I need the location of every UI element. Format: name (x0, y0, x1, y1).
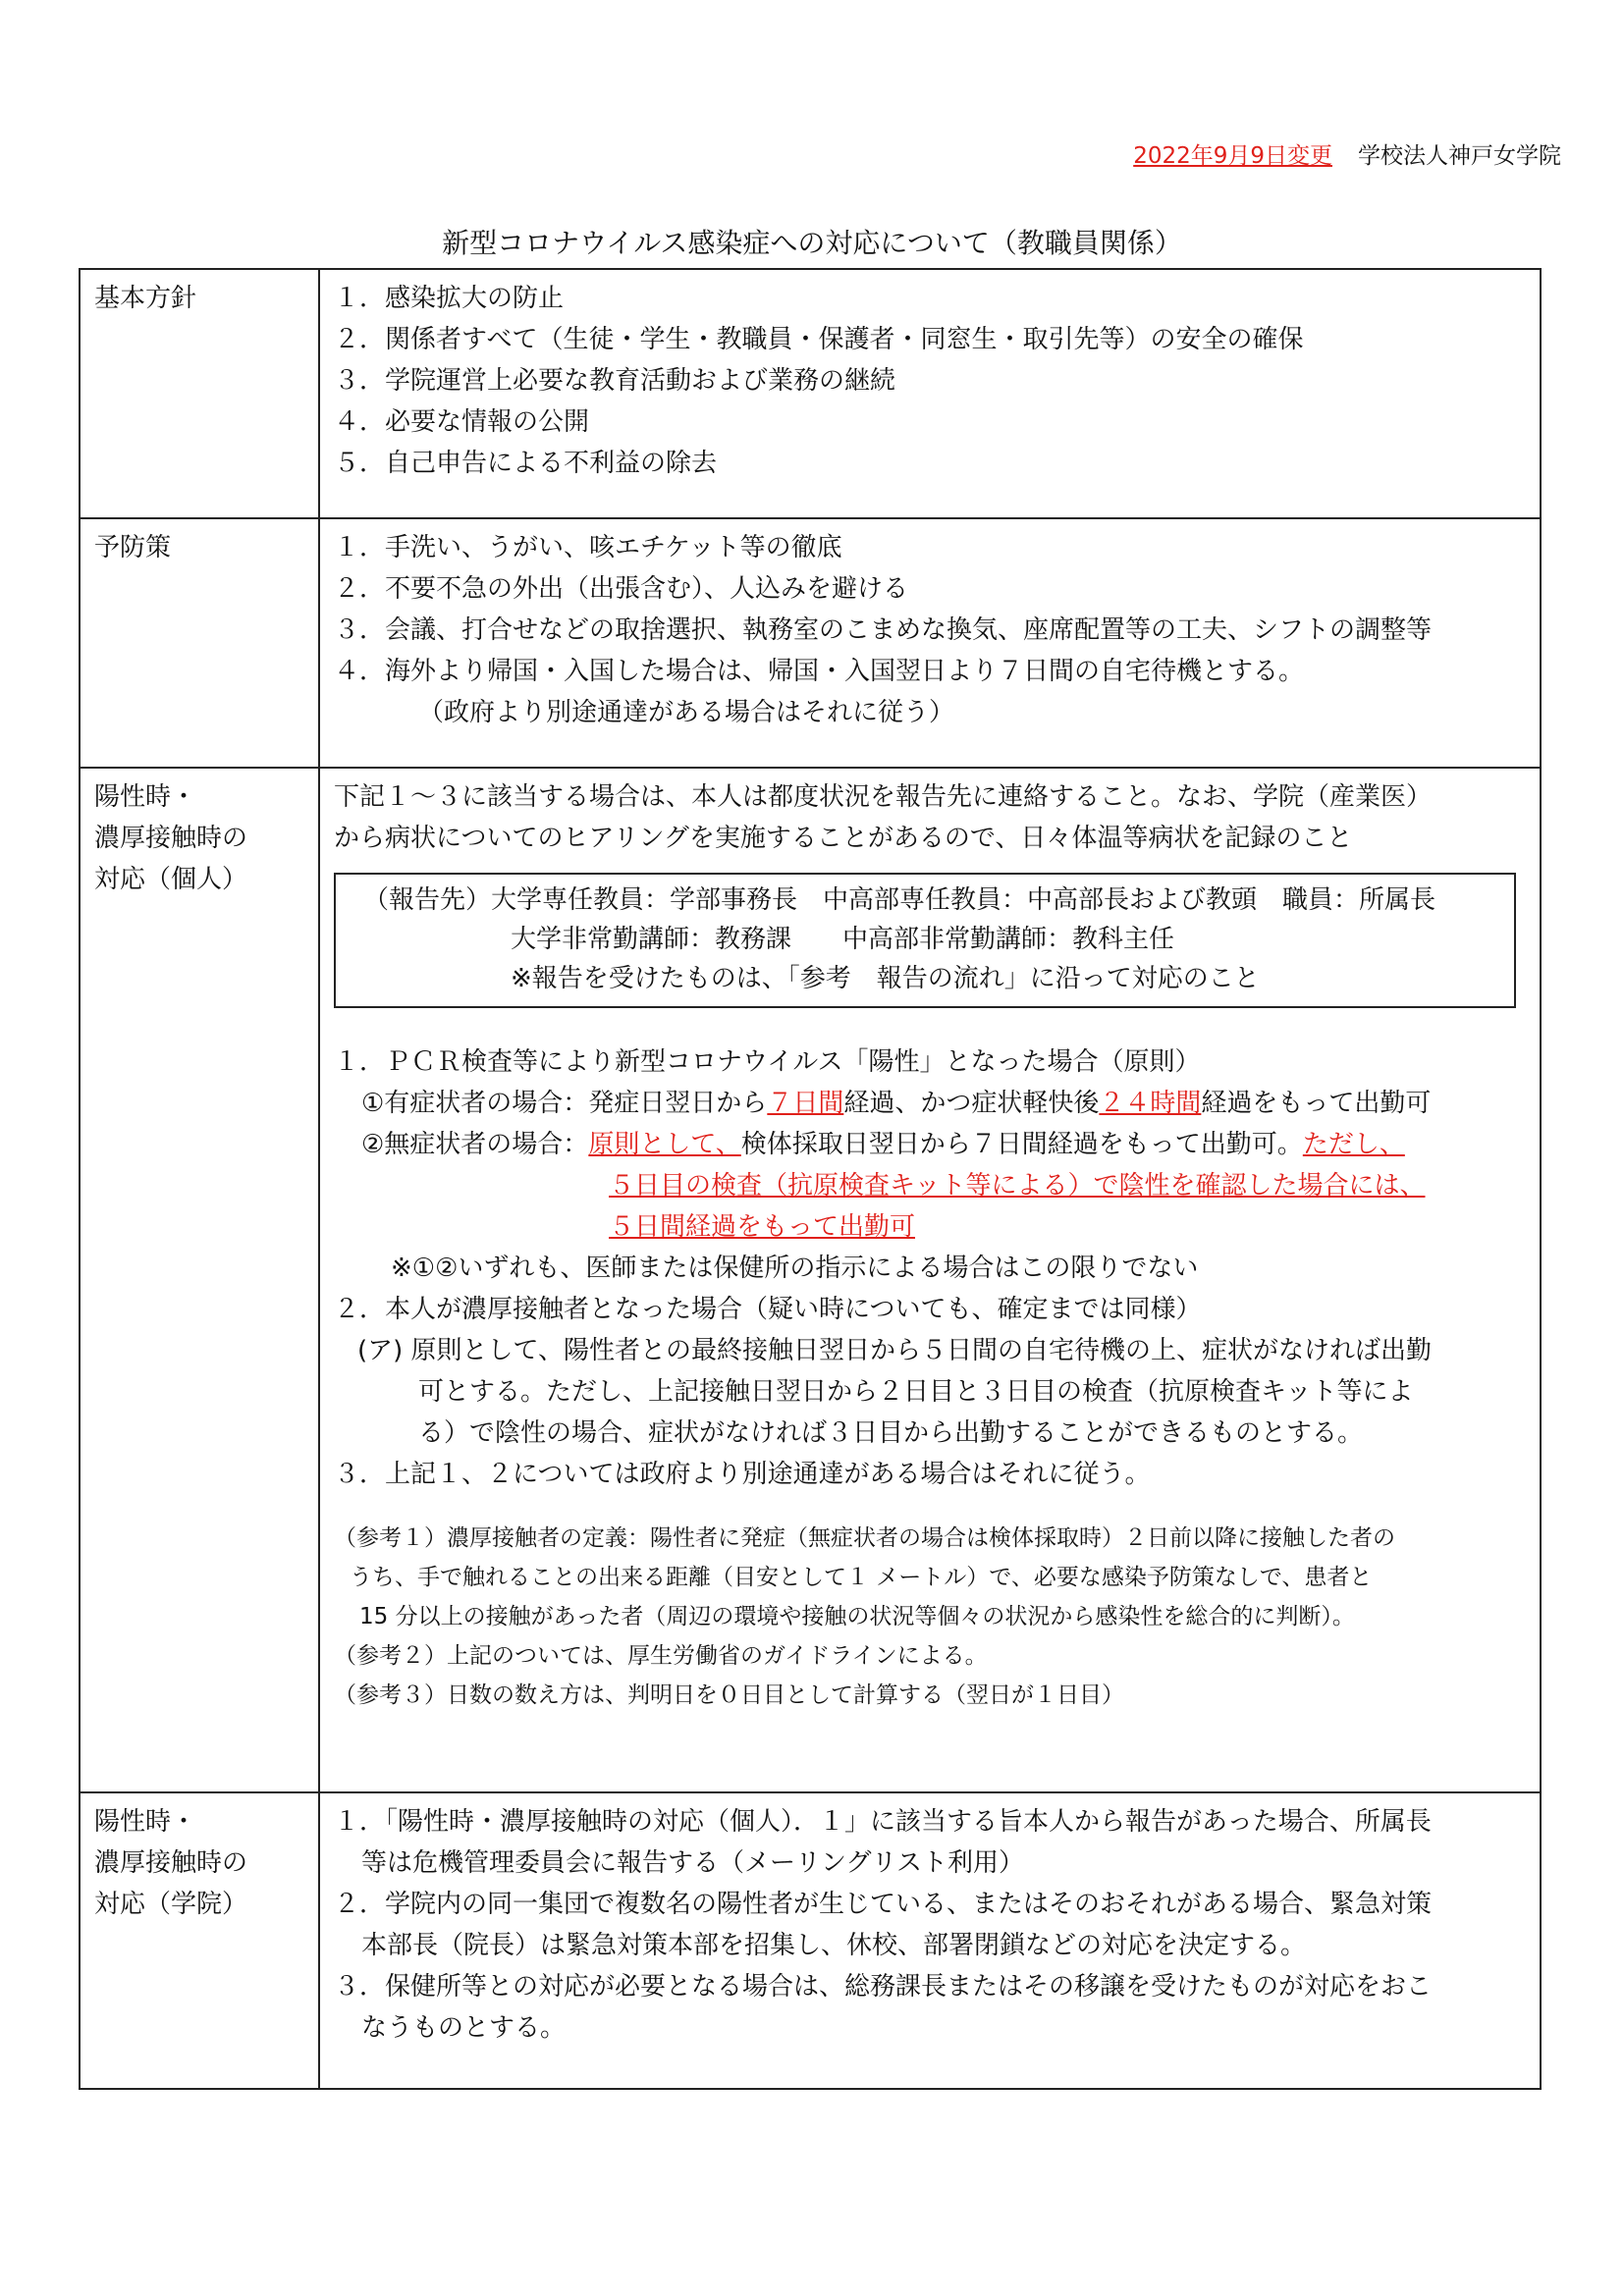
prevention-item: ４．海外より帰国・入国した場合は、帰国・入国翌日より７日間の自宅待機とする。 (334, 657, 1305, 686)
highlight-line: ５日間経過をもって出勤可 (609, 1212, 916, 1242)
label-prevention: 予防策 (80, 518, 319, 768)
prevention-note: （政府より別途通達がある場合はそれに従う） (418, 698, 955, 727)
item1-sub2 (334, 1124, 1528, 1165)
content-institution (319, 1792, 1541, 2089)
institution-line: 等は危機管理委員会に報告する（メーリングリスト利用） (361, 1848, 1024, 1878)
institution-line: ３．保健所等との対応が必要となる場合は、総務課長またはその移譲を受けたものが対応をおこ (334, 1972, 1433, 2002)
policy-item: ３．学院運営上必要な教育活動および業務の継続 (334, 366, 896, 396)
text-segment: 経過、かつ症状軽快後 (843, 1089, 1100, 1118)
item2-line: る）で陰性の場合、症状がなければ３日目から出勤することができるものとする。 (418, 1418, 1364, 1448)
institution-line: １．「陽性時・濃厚接触時の対応（個人）．１」に該当する旨本人から報告があった場合、所属長 (334, 1807, 1432, 1837)
reference-line: （参考２）上記のついては、厚生労働省のガイドラインによる。 (334, 1643, 988, 1669)
policy-item: ２．関係者すべて（生徒・学生・教職員・保護者・同窓生・取引先等）の安全の確保 (334, 325, 1304, 354)
reference-line: （参考３）日数の数え方は、判明日を０日目として計算する（翌日が１日目） (334, 1682, 1124, 1708)
label-line: 対応（個人） (94, 865, 248, 894)
item3: ３．上記１、２については政府より別途通達がある場合はそれに従う。 (334, 1460, 1151, 1489)
item2-line: 可とする。ただし、上記接触日翌日から２日目と３日目の検査（抗原検査キット等によ (418, 1377, 1414, 1407)
label-line: 対応（学院） (94, 1890, 248, 1919)
document-title: 新型コロナウイルス感染症への対応について（教職員関係） (442, 227, 1182, 259)
label-policy: 基本方針 (80, 269, 319, 518)
item1-title: １．ＰＣＲ検査等により新型コロナウイルス「陽性」となった場合（原則） (334, 1047, 1201, 1077)
label-line: 陽性時・ (94, 782, 197, 812)
institution-line: 本部長（院長）は緊急対策本部を招集し、休校、部署閉鎖などの対応を決定する。 (361, 1931, 1307, 1960)
text-segment: ②無症状者の場合： (361, 1130, 589, 1159)
policy-item: ４．必要な情報の公開 (334, 407, 590, 437)
report-line: 大学非常勤講師：教務課 中高部非常勤講師：教科主任 (511, 925, 1175, 954)
text-segment: 経過をもって出勤可 (1201, 1089, 1432, 1118)
row-prevention (80, 518, 1541, 768)
highlight-text: 原則として、 (588, 1130, 741, 1159)
organization-name: 学校法人神戸女学院 (1358, 143, 1561, 169)
item1-note: ※①②いずれも、医師または保健所の指示による場合はこの限りでない (391, 1254, 1199, 1283)
content-policy (319, 269, 1541, 518)
policy-table (79, 268, 1542, 2090)
reference-line: うち、手で触れることの出来る距離（目安として１ メートル）で、必要な感染予防策なしで、患者と (350, 1565, 1373, 1590)
label-line: 濃厚接触時の (94, 1848, 248, 1878)
label-individual (80, 768, 319, 1792)
report-line: ※報告を受けたものは、「参考 報告の流れ」に沿って対応のこと (511, 964, 1260, 993)
report-box (334, 873, 1516, 1008)
report-line: （報告先）大学専任教員：学部事務長 中高部専任教員：中高部長および教頭 職員：所属長 (363, 885, 1436, 915)
revision-date: 2022年9月9日変更 (1133, 143, 1332, 169)
highlight-text: ２４時間 (1099, 1089, 1202, 1118)
institution-line: なうものとする。 (361, 2013, 567, 2043)
item2-title: ２．本人が濃厚接触者となった場合（疑い時についても、確定までは同様） (334, 1295, 1202, 1324)
item2-line: (ア) 原則として、陽性者との最終接触日翌日から５日間の自宅待機の上、症状がなければ出勤 (357, 1336, 1433, 1365)
content-prevention (319, 518, 1541, 768)
header-right (1133, 137, 1561, 170)
institution-line: ２．学院内の同一集団で複数名の陽性者が生じている、またはそのおそれがある場合、緊急対策 (334, 1890, 1433, 1919)
text-segment: 検体採取日翌日から７日間経過をもって出勤可。 (740, 1130, 1303, 1159)
item1-sub1 (334, 1083, 1528, 1124)
highlight-text: ただし、 (1302, 1130, 1405, 1159)
policy-item: ５．自己申告による不利益の除去 (334, 449, 718, 478)
row-policy (80, 269, 1541, 518)
prevention-item: ３．会議、打合せなどの取捨選択、執務室のこまめな換気、座席配置等の工夫、シフトの調整等 (334, 615, 1433, 645)
highlight-line: ５日目の検査（抗原検査キット等による）で陰性を確認した場合には、 (609, 1171, 1426, 1201)
prevention-item: ２．不要不急の外出（出張含む）、人込みを避ける (334, 574, 909, 604)
prevention-item: １．手洗い、うがい、咳エチケット等の徹底 (334, 533, 842, 562)
content-individual (319, 768, 1541, 1792)
intro-line: 下記１〜３に該当する場合は、本人は都度状況を報告先に連絡すること。なお、学院（産業医） (334, 782, 1433, 812)
row-institution (80, 1792, 1541, 2089)
label-institution (80, 1792, 319, 2089)
text-segment: ①有症状者の場合：発症日翌日から (361, 1089, 768, 1118)
highlight-text: ７日間 (767, 1089, 844, 1118)
intro-line: から病状についてのヒアリングを実施することがあるので、日々体温等病状を記録のこと (334, 824, 1353, 853)
policy-item: １．感染拡大の防止 (334, 284, 565, 313)
reference-line: 15 分以上の接触があった者（周辺の環境や接触の状況等個々の状況から感染性を総合的に判断）。 (359, 1604, 1355, 1629)
label-line: 陽性時・ (94, 1807, 197, 1837)
reference-line: （参考１）濃厚接触者の定義：陽性者に発症（無症状者の場合は検体採取時）２日前以降に接触した者の (334, 1525, 1395, 1551)
row-individual (80, 768, 1541, 1792)
label-line: 濃厚接触時の (94, 824, 248, 853)
